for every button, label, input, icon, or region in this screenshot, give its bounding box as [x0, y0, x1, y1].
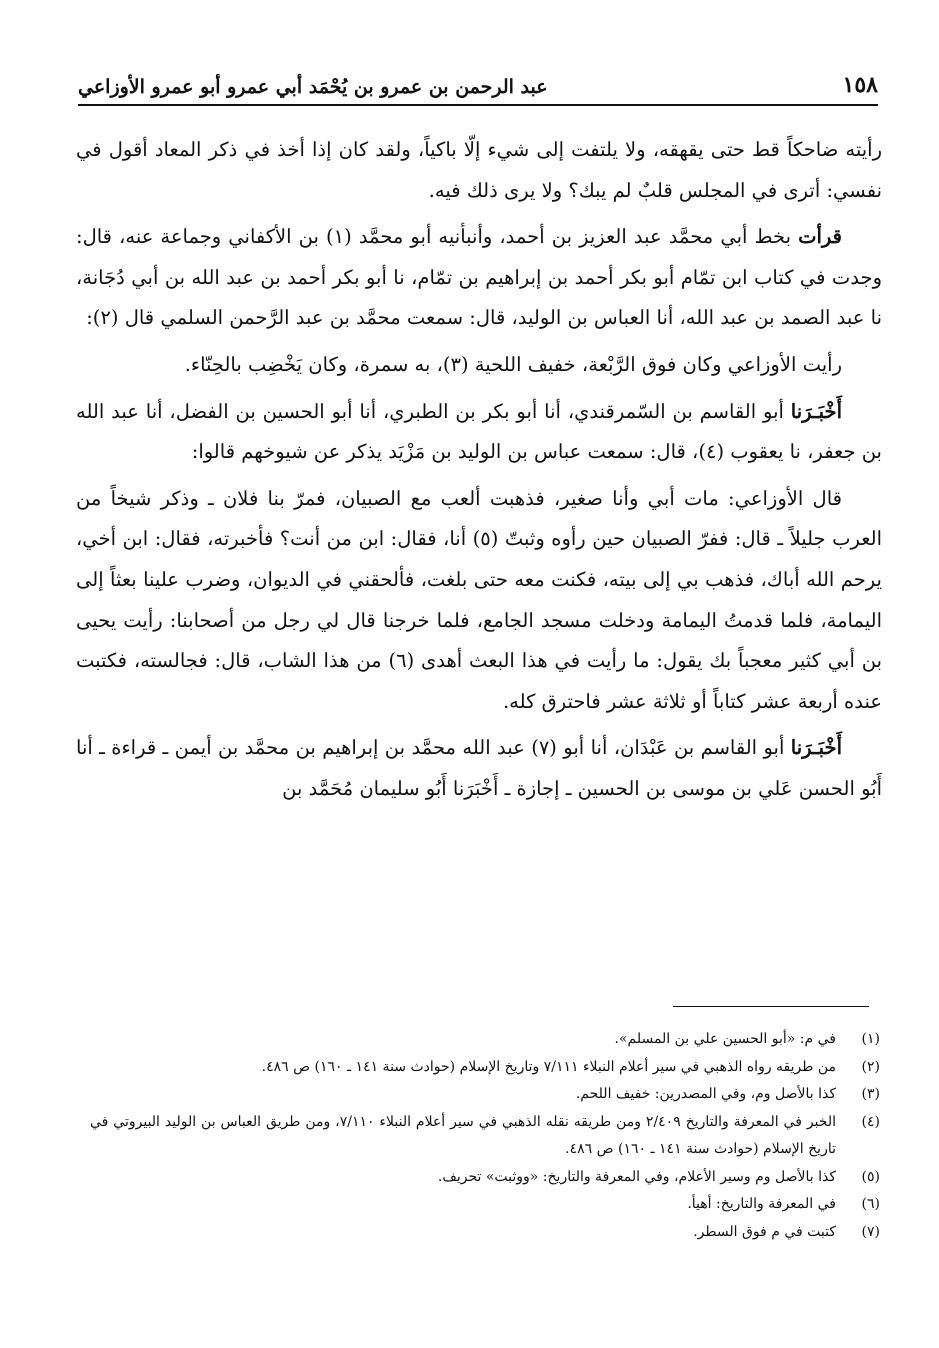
- running-title: عبد الرحمن بن عمرو بن يُحْمَد أبي عمرو أبو عمرو الأوزاعي: [78, 76, 548, 98]
- paragraph-text: رأيته ضاحكاً قط حتى يقهقه، ولا يلتفت إلى شيء إلّا باكياً، ولقد كان إذا أخذ في ذكر المعاد أقول في نفسي: أترى في المجلس قلبٌ لم يبك؟ ولا يرى ذلك فيه.: [76, 138, 882, 202]
- paragraph: [76, 217, 882, 339]
- main-text: [76, 130, 882, 816]
- paragraph-text: أبو القاسم بن السّمرقندي، أنا أبو بكر بن الطبري، أنا أبو الحسين بن الفضل، أنا عبد الله بن جعفر، نا يعقوب (٤)، قال: سمعت عباس بن الوليد بن مَزْيَد يذكر عن شيوخهم قالوا:: [76, 399, 882, 464]
- footnote-number: (٧): [861, 1223, 880, 1240]
- footnote-text: كتبت في م فوق السطر.: [693, 1223, 836, 1240]
- paragraph: [76, 728, 882, 809]
- footnote-number: (٦): [861, 1196, 880, 1212]
- paragraph-lead: أَخْبَـرَنا: [790, 399, 842, 423]
- footnote: [90, 1109, 880, 1164]
- footnote: [90, 1054, 880, 1082]
- footnote-number: (١): [861, 1031, 880, 1047]
- paragraph: [76, 130, 882, 211]
- footnote-text: كذا بالأصل وم، وفي المصدرين: خفيف اللحم.: [575, 1086, 836, 1102]
- paragraph-text: قال الأوزاعي: مات أبي وأنا صغير، فذهبت ألعب مع الصبيان، فمرّ بنا فلان ـ وذكر شيخاً من العرب جليلاً ـ قال: ففرّ الصبيان حين رأوه وثبتّ (٥) أنا، فقال: ابن من أنت؟ فأخبرته، فقال: ابن أخي، يرحم الله أباك، فذهب بي إلى بيته، فكنت معه حتى بلغت، فألحقني في الديوان، وضرب علينا بعثاً إلى اليمامة، فلما قدمتُ اليمامة ودخلت مسجد الجامع، فلما خرجنا قال لي رجل من أصحابنا: رأيت يحيى بن أبي كثير معجباً بك يقول: ما رأيت في هذا البعث أهدى (٦) من هذا الشاب، قال: فجالسته، فكتبت عنده أربعة عشر كتاباً أو ثلاثة عشر فاحترق كله.: [76, 486, 882, 713]
- paragraph-text: بخط أبي محمَّد عبد العزيز بن أحمد، وأنبأنيه أبو محمَّد (١) بن الأكفاني وجماعة عنه، قال: وجدت في كتاب ابن تمّام أبو بكر أحمد بن إبراهيم بن تمّام، نا أبو بكر أحمد بن عبد الله بن أبي دُجَانة، نا عبد الصمد بن عبد الله، أنا العباس بن الوليد، قال: سمعت محمَّد بن عبد الرَّحمن السلمي قال (٢):: [76, 225, 882, 330]
- footnote-text: في م: «أبو الحسين علي بن المسلم».: [614, 1031, 836, 1047]
- footnotes: [90, 1026, 880, 1246]
- page-number: ١٥٨: [842, 72, 878, 98]
- footnote-text: في المعرفة والتاريخ: أهيأ.: [687, 1196, 836, 1212]
- paragraph-text: أبو القاسم بن عَبْدَان، أنا أبو (٧) عبد الله محمَّد بن إبراهيم بن محمَّد بن أيمن ـ قراءة ـ أنا أَبُو الحسن عَلي بن موسى بن الحسين ـ إجازة ـ أَخْبَرَنا أَبُو سليمان مُحَمَّد بن: [76, 736, 882, 800]
- footnote-separator: [673, 1006, 869, 1007]
- page-header: [78, 58, 878, 98]
- footnote-text: من طريقه رواه الذهبي في سير أعلام النبلاء ٧/١١١ وتاريخ الإسلام (حوادث سنة ١٤١ ـ ١٦٠) ص ٤٨٦.: [261, 1058, 836, 1075]
- footnote: [90, 1026, 880, 1054]
- paragraph-text: رأيت الأوزاعي وكان فوق الرَّبْعة، خفيف اللحية (٣)، به سمرة، وكان يَخْضِب بالحِنّاء.: [184, 352, 842, 376]
- paragraph-lead: أَخْبَـرَنا: [790, 736, 842, 760]
- footnote: [90, 1164, 880, 1192]
- footnote: [90, 1081, 880, 1109]
- footnote: [90, 1191, 880, 1219]
- footnote-number: (٥): [861, 1168, 880, 1185]
- footnote-text: الخبر في المعرفة والتاريخ ٢/٤٠٩ ومن طريقه نقله الذهبي في سير أعلام النبلاء ٧/١١٠، ومن طريق العباس بن الوليد البيروتي في تاريخ الإسلام (حوادث سنة ١٤١ ـ ١٦٠) ص ٤٨٦.: [90, 1113, 836, 1157]
- footnote-number: (٤): [861, 1113, 880, 1130]
- footnote-number: (٢): [861, 1058, 880, 1075]
- footnote: [90, 1219, 880, 1247]
- paragraph: [76, 345, 882, 386]
- footnote-text: كذا بالأصل وم وسير الأعلام، وفي المعرفة والتاريخ: «ووثبت» تحريف.: [437, 1168, 836, 1185]
- header-rule: [78, 104, 878, 106]
- paragraph-lead: قرأت: [798, 225, 842, 249]
- paragraph: [76, 479, 882, 723]
- paragraph: [76, 392, 882, 473]
- footnote-number: (٣): [861, 1086, 880, 1102]
